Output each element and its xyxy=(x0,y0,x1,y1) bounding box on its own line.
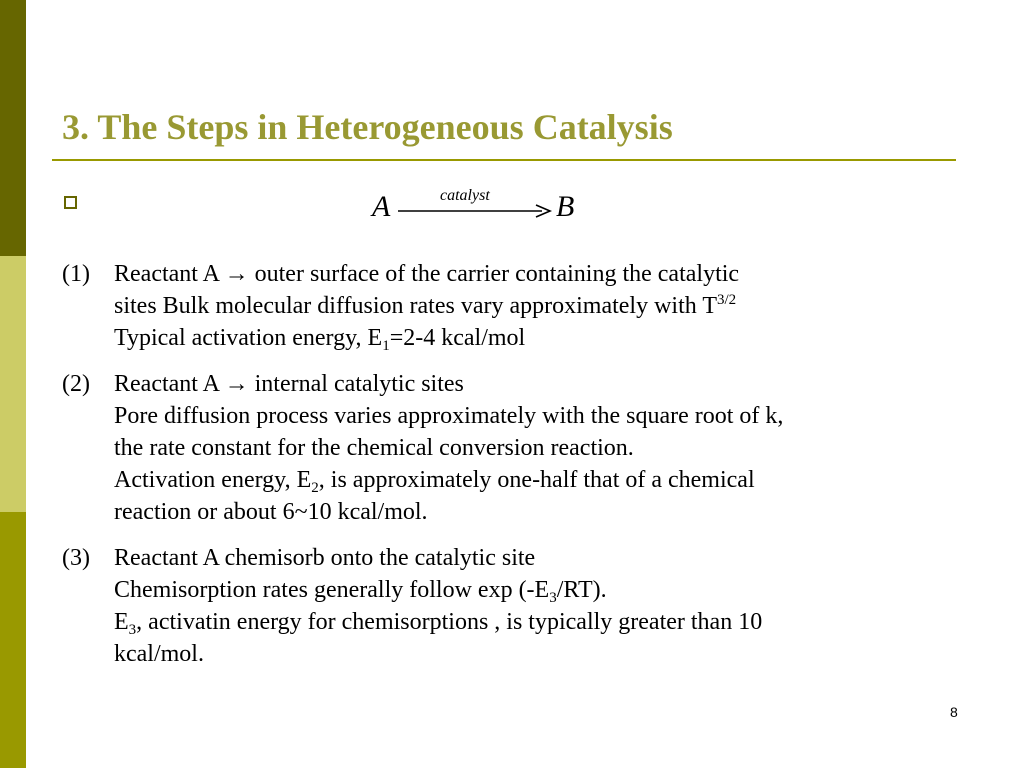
step-line: Reactant A → internal catalytic sites xyxy=(114,371,464,397)
step-line: the rate constant for the chemical conversion reaction. xyxy=(114,435,634,461)
step-line: $E_3$, activatin energy for chemisorptions , is typically greater than 10 xyxy=(114,609,763,638)
side-bar-bottom xyxy=(0,512,26,768)
equation-reactant: A xyxy=(372,190,391,223)
reaction-arrow-icon xyxy=(396,204,554,218)
steps-list xyxy=(62,258,962,684)
step-line: Reactant A → outer surface of the carrier containing the catalytic xyxy=(114,261,740,287)
step-line: Activation energy, $E_2$, is approximately one-half that of a chemical xyxy=(114,467,755,496)
step-line: Reactant A chemisorb onto the catalytic site xyxy=(114,545,536,571)
step-number: (3) xyxy=(62,545,90,571)
step-number: (2) xyxy=(62,371,90,397)
step-line: Pore diffusion process varies approximately with the square root of k, xyxy=(114,403,784,429)
step-line: sites Bulk molecular diffusion rates vary approximately with $T^{3/2}$ xyxy=(114,292,737,319)
step-number: (1) xyxy=(62,261,90,287)
square-bullet-icon xyxy=(64,196,77,209)
side-bar-middle xyxy=(0,256,26,512)
step-line: Typical activation energy, $E_1=2-4$ kcal/mol xyxy=(114,325,526,354)
title-divider xyxy=(52,159,956,161)
side-bar-top xyxy=(0,0,26,256)
step-text xyxy=(114,542,962,670)
equation-condition: catalyst xyxy=(440,187,490,204)
equation-product: B xyxy=(556,190,575,223)
step-item xyxy=(62,368,962,528)
step-line: kcal/mol. xyxy=(114,641,204,667)
page-number: 8 xyxy=(950,704,958,720)
step-text xyxy=(114,258,962,354)
step-item xyxy=(62,258,962,354)
slide-title: 3. The Steps in Heterogeneous Catalysis xyxy=(62,107,673,147)
step-item xyxy=(62,542,962,670)
reaction-equation xyxy=(372,188,592,232)
step-line: reaction or about 6~10 kcal/mol. xyxy=(114,499,428,525)
step-line: Chemisorption rates generally follow $\exp (-E_3/RT)$. xyxy=(114,577,607,606)
step-text xyxy=(114,368,962,528)
